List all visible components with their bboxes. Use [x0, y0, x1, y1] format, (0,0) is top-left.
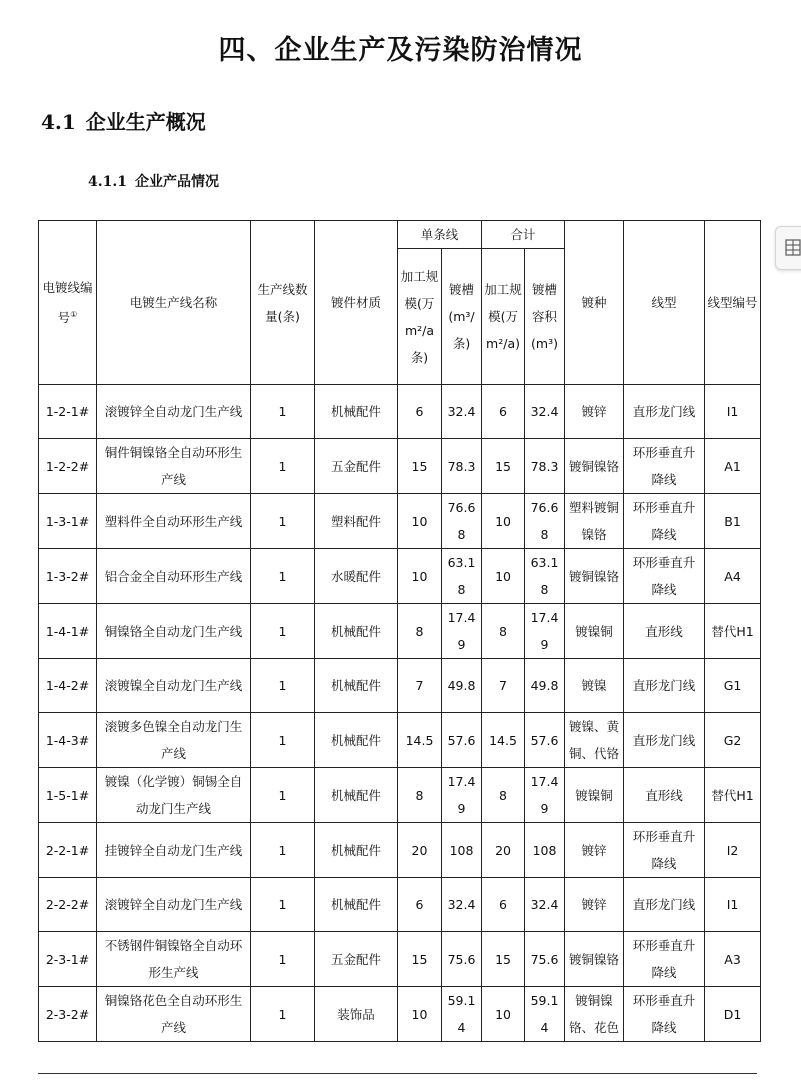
row-single-capacity: 6	[398, 878, 442, 932]
row-line-type: 环形垂直升降线	[624, 823, 705, 878]
row-type-code: 替代H1	[705, 768, 761, 823]
row-plating-type: 镀铜镍铬	[565, 439, 624, 494]
row-line-no: 2-3-2#	[39, 987, 97, 1042]
header-single-group: 单条线	[398, 221, 482, 249]
row-line-no: 1-2-2#	[39, 439, 97, 494]
row-line-name: 滚镀锌全自动龙门生产线	[97, 385, 251, 439]
table-header-row	[39, 221, 761, 249]
row-plating-type: 塑料镀铜镍铬	[565, 494, 624, 549]
row-type-code: G1	[705, 659, 761, 713]
row-single-volume: 57.6	[442, 713, 482, 768]
row-line-name: 滚镀镍全自动龙门生产线	[97, 659, 251, 713]
row-single-capacity: 7	[398, 659, 442, 713]
table-row	[39, 439, 761, 494]
header-line-name: 电镀生产线名称	[97, 221, 251, 385]
section-text: 企业生产概况	[85, 110, 206, 134]
row-line-no: 1-5-1#	[39, 768, 97, 823]
row-single-volume: 17.49	[442, 604, 482, 659]
row-single-capacity: 8	[398, 768, 442, 823]
row-single-capacity: 8	[398, 604, 442, 659]
row-single-capacity: 15	[398, 932, 442, 987]
row-plating-type: 镀锌	[565, 823, 624, 878]
row-total-volume: 76.68	[525, 494, 565, 549]
row-total-capacity: 15	[482, 439, 525, 494]
row-line-count: 1	[251, 439, 315, 494]
table-body	[39, 385, 761, 1042]
header-line-type: 线型	[624, 221, 705, 385]
row-total-volume: 108	[525, 823, 565, 878]
table-row	[39, 713, 761, 768]
row-single-volume: 108	[442, 823, 482, 878]
row-line-type: 直形龙门线	[624, 385, 705, 439]
row-plating-type: 镀镍	[565, 659, 624, 713]
row-line-name: 不锈钢件铜镍铬全自动环形生产线	[97, 932, 251, 987]
row-line-name: 铝合金全自动环形生产线	[97, 549, 251, 604]
row-total-capacity: 8	[482, 768, 525, 823]
document-title: 四、企业生产及污染防治情况	[218, 35, 583, 66]
row-total-volume: 17.49	[525, 604, 565, 659]
row-single-volume: 75.6	[442, 932, 482, 987]
row-type-code: A1	[705, 439, 761, 494]
row-type-code: I1	[705, 385, 761, 439]
row-line-type: 环形垂直升降线	[624, 987, 705, 1042]
header-total-volume: 镀槽容积(m³)	[525, 249, 565, 385]
row-line-count: 1	[251, 932, 315, 987]
row-material: 机械配件	[315, 659, 398, 713]
table-row	[39, 823, 761, 878]
row-single-volume: 32.4	[442, 385, 482, 439]
row-total-capacity: 14.5	[482, 713, 525, 768]
row-material: 机械配件	[315, 385, 398, 439]
row-total-volume: 57.6	[525, 713, 565, 768]
row-line-no: 2-3-1#	[39, 932, 97, 987]
row-total-capacity: 8	[482, 604, 525, 659]
row-material: 机械配件	[315, 713, 398, 768]
header-single-volume: 镀槽(m³/条)	[442, 249, 482, 385]
row-line-no: 1-4-1#	[39, 604, 97, 659]
row-single-capacity: 14.5	[398, 713, 442, 768]
row-material: 机械配件	[315, 768, 398, 823]
row-single-volume: 59.14	[442, 987, 482, 1042]
header-total-group: 合计	[482, 221, 565, 249]
row-type-code: 替代H1	[705, 604, 761, 659]
row-material: 机械配件	[315, 604, 398, 659]
row-total-capacity: 6	[482, 385, 525, 439]
header-total-capacity: 加工规模(万m²/a)	[482, 249, 525, 385]
row-type-code: B1	[705, 494, 761, 549]
row-plating-type: 镀镍、黄铜、代铬	[565, 713, 624, 768]
header-line-count: 生产线数量(条)	[251, 221, 315, 385]
row-total-capacity: 10	[482, 494, 525, 549]
row-line-no: 1-3-1#	[39, 494, 97, 549]
table-row	[39, 494, 761, 549]
row-line-name: 镀镍（化学镀）铜锡全自动龙门生产线	[97, 768, 251, 823]
row-line-count: 1	[251, 549, 315, 604]
row-single-volume: 49.8	[442, 659, 482, 713]
row-line-name: 滚镀锌全自动龙门生产线	[97, 878, 251, 932]
row-line-name: 挂镀锌全自动龙门生产线	[97, 823, 251, 878]
row-line-type: 环形垂直升降线	[624, 932, 705, 987]
row-total-volume: 75.6	[525, 932, 565, 987]
row-line-no: 1-4-2#	[39, 659, 97, 713]
row-single-capacity: 10	[398, 549, 442, 604]
row-type-code: A3	[705, 932, 761, 987]
subsection-text: 企业产品情况	[134, 174, 219, 190]
row-plating-type: 镀锌	[565, 385, 624, 439]
row-plating-type: 镀锌	[565, 878, 624, 932]
row-line-no: 1-2-1#	[39, 385, 97, 439]
row-line-count: 1	[251, 768, 315, 823]
row-total-capacity: 20	[482, 823, 525, 878]
table-row	[39, 549, 761, 604]
row-material: 水暖配件	[315, 549, 398, 604]
row-total-volume: 32.4	[525, 385, 565, 439]
row-line-type: 直形龙门线	[624, 878, 705, 932]
row-total-capacity: 10	[482, 987, 525, 1042]
row-material: 装饰品	[315, 987, 398, 1042]
row-single-capacity: 10	[398, 987, 442, 1042]
row-line-count: 1	[251, 878, 315, 932]
row-total-volume: 59.14	[525, 987, 565, 1042]
row-plating-type: 镀铜镍铬	[565, 932, 624, 987]
row-line-count: 1	[251, 385, 315, 439]
row-line-type: 环形垂直升降线	[624, 549, 705, 604]
row-line-name: 塑料件全自动环形生产线	[97, 494, 251, 549]
table-row	[39, 604, 761, 659]
row-line-no: 1-4-3#	[39, 713, 97, 768]
row-material: 五金配件	[315, 439, 398, 494]
page-rule	[38, 1073, 757, 1074]
row-line-count: 1	[251, 494, 315, 549]
header-plating-type: 镀种	[565, 221, 624, 385]
row-single-capacity: 10	[398, 494, 442, 549]
row-line-name: 铜镍铬全自动龙门生产线	[97, 604, 251, 659]
row-material: 塑料配件	[315, 494, 398, 549]
row-plating-type: 镀镍铜	[565, 604, 624, 659]
subsection-number: 4.1.1	[88, 174, 127, 190]
row-line-name: 铜镍铬花色全自动环形生产线	[97, 987, 251, 1042]
row-total-volume: 63.18	[525, 549, 565, 604]
table-row	[39, 932, 761, 987]
product-table	[38, 220, 761, 1042]
row-type-code: I2	[705, 823, 761, 878]
row-total-volume: 78.3	[525, 439, 565, 494]
table-row	[39, 768, 761, 823]
header-single-capacity: 加工规模(万m²/a条)	[398, 249, 442, 385]
row-line-no: 2-2-1#	[39, 823, 97, 878]
subsection-heading	[88, 171, 219, 191]
row-line-name: 铜件铜镍铬全自动环形生产线	[97, 439, 251, 494]
row-type-code: I1	[705, 878, 761, 932]
row-total-capacity: 15	[482, 932, 525, 987]
row-material: 机械配件	[315, 823, 398, 878]
header-type-code: 线型编号	[705, 221, 761, 385]
row-line-count: 1	[251, 823, 315, 878]
row-single-volume: 63.18	[442, 549, 482, 604]
row-material: 五金配件	[315, 932, 398, 987]
row-total-volume: 49.8	[525, 659, 565, 713]
row-plating-type: 镀铜镍铬、花色	[565, 987, 624, 1042]
row-total-capacity: 10	[482, 549, 525, 604]
table-row	[39, 385, 761, 439]
row-single-capacity: 15	[398, 439, 442, 494]
row-plating-type: 镀镍铜	[565, 768, 624, 823]
row-single-volume: 76.68	[442, 494, 482, 549]
section-number: 4.1	[41, 110, 76, 134]
row-line-type: 直形龙门线	[624, 659, 705, 713]
row-single-capacity: 20	[398, 823, 442, 878]
row-line-no: 2-2-2#	[39, 878, 97, 932]
row-material: 机械配件	[315, 878, 398, 932]
row-total-volume: 17.49	[525, 768, 565, 823]
row-line-count: 1	[251, 987, 315, 1042]
row-single-volume: 32.4	[442, 878, 482, 932]
row-single-capacity: 6	[398, 385, 442, 439]
row-line-count: 1	[251, 659, 315, 713]
row-type-code: D1	[705, 987, 761, 1042]
header-line-no: 电镀线编号①	[39, 221, 97, 385]
row-total-volume: 32.4	[525, 878, 565, 932]
section-heading	[41, 106, 206, 135]
row-line-no: 1-3-2#	[39, 549, 97, 604]
row-line-name: 滚镀多色镍全自动龙门生产线	[97, 713, 251, 768]
row-total-capacity: 7	[482, 659, 525, 713]
row-line-type: 直形线	[624, 604, 705, 659]
row-type-code: G2	[705, 713, 761, 768]
row-total-capacity: 6	[482, 878, 525, 932]
table-row	[39, 987, 761, 1042]
row-line-type: 环形垂直升降线	[624, 439, 705, 494]
floating-tool-button[interactable]	[775, 226, 801, 270]
header-material: 镀件材质	[315, 221, 398, 385]
grid-tool-icon	[785, 239, 801, 257]
row-plating-type: 镀铜镍铬	[565, 549, 624, 604]
row-line-count: 1	[251, 713, 315, 768]
row-single-volume: 17.49	[442, 768, 482, 823]
table-row	[39, 659, 761, 713]
row-line-type: 直形线	[624, 768, 705, 823]
row-single-volume: 78.3	[442, 439, 482, 494]
row-line-type: 直形龙门线	[624, 713, 705, 768]
row-type-code: A4	[705, 549, 761, 604]
table-row	[39, 878, 761, 932]
row-line-count: 1	[251, 604, 315, 659]
row-line-type: 环形垂直升降线	[624, 494, 705, 549]
